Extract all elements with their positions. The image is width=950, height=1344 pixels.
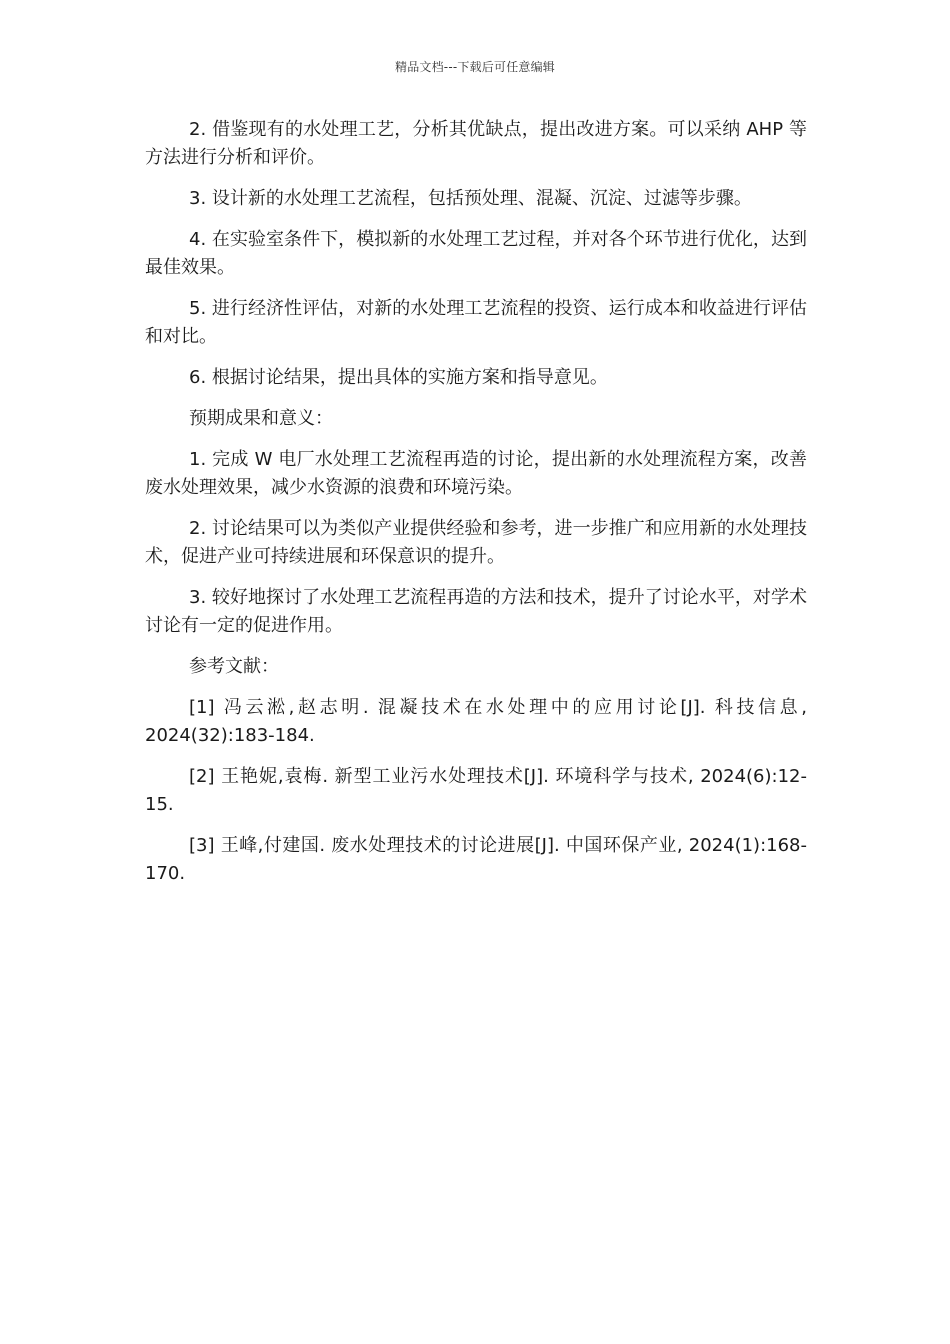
step-item-5: 5. 进行经济性评估，对新的水处理工艺流程的投资、运行成本和收益进行评估和对比。 bbox=[145, 298, 807, 347]
step-item-2: 2. 借鉴现有的水处理工艺，分析其优缺点，提出改进方案。可以采纳 AHP 等方法进行分析和评价。 bbox=[145, 119, 807, 168]
step-item-4: 4. 在实验室条件下，模拟新的水处理工艺过程，并对各个环节进行优化，达到最佳效果。 bbox=[145, 229, 807, 278]
outcome-item-3: 3. 较好地探讨了水处理工艺流程再造的方法和技术，提升了讨论水平，对学术讨论有一定的促进作用。 bbox=[145, 587, 807, 636]
step-item-6: 6. 根据讨论结果，提出具体的实施方案和指导意见。 bbox=[189, 367, 608, 388]
step-item-3: 3. 设计新的水处理工艺流程，包括预处理、混凝、沉淀、过滤等步骤。 bbox=[189, 188, 752, 209]
document-body bbox=[145, 116, 807, 901]
section-heading-references: 参考文献： bbox=[189, 656, 279, 677]
outcome-item-1: 1. 完成 W 电厂水处理工艺流程再造的讨论，提出新的水处理流程方案，改善废水处理效果，减少水资源的浪费和环境污染。 bbox=[145, 449, 807, 498]
reference-item-2: [2] 王艳妮,袁梅. 新型工业污水处理技术[J]. 环境科学与技术, 2024(6):12-15. bbox=[145, 766, 807, 815]
reference-item-3: [3] 王峰,付建国. 废水处理技术的讨论进展[J]. 中国环保产业, 2024(1):168-170. bbox=[145, 835, 807, 884]
reference-item-1: [1] 冯云淞,赵志明. 混凝技术在水处理中的应用讨论[J]. 科技信息, 2024(32):183-184. bbox=[145, 697, 807, 746]
page-header: 精品文档---下载后可任意编辑 bbox=[395, 60, 555, 74]
outcome-item-2: 2. 讨论结果可以为类似产业提供经验和参考，进一步推广和应用新的水处理技术，促进产业可持续进展和环保意识的提升。 bbox=[145, 518, 807, 567]
section-heading-outcomes: 预期成果和意义： bbox=[189, 408, 333, 429]
